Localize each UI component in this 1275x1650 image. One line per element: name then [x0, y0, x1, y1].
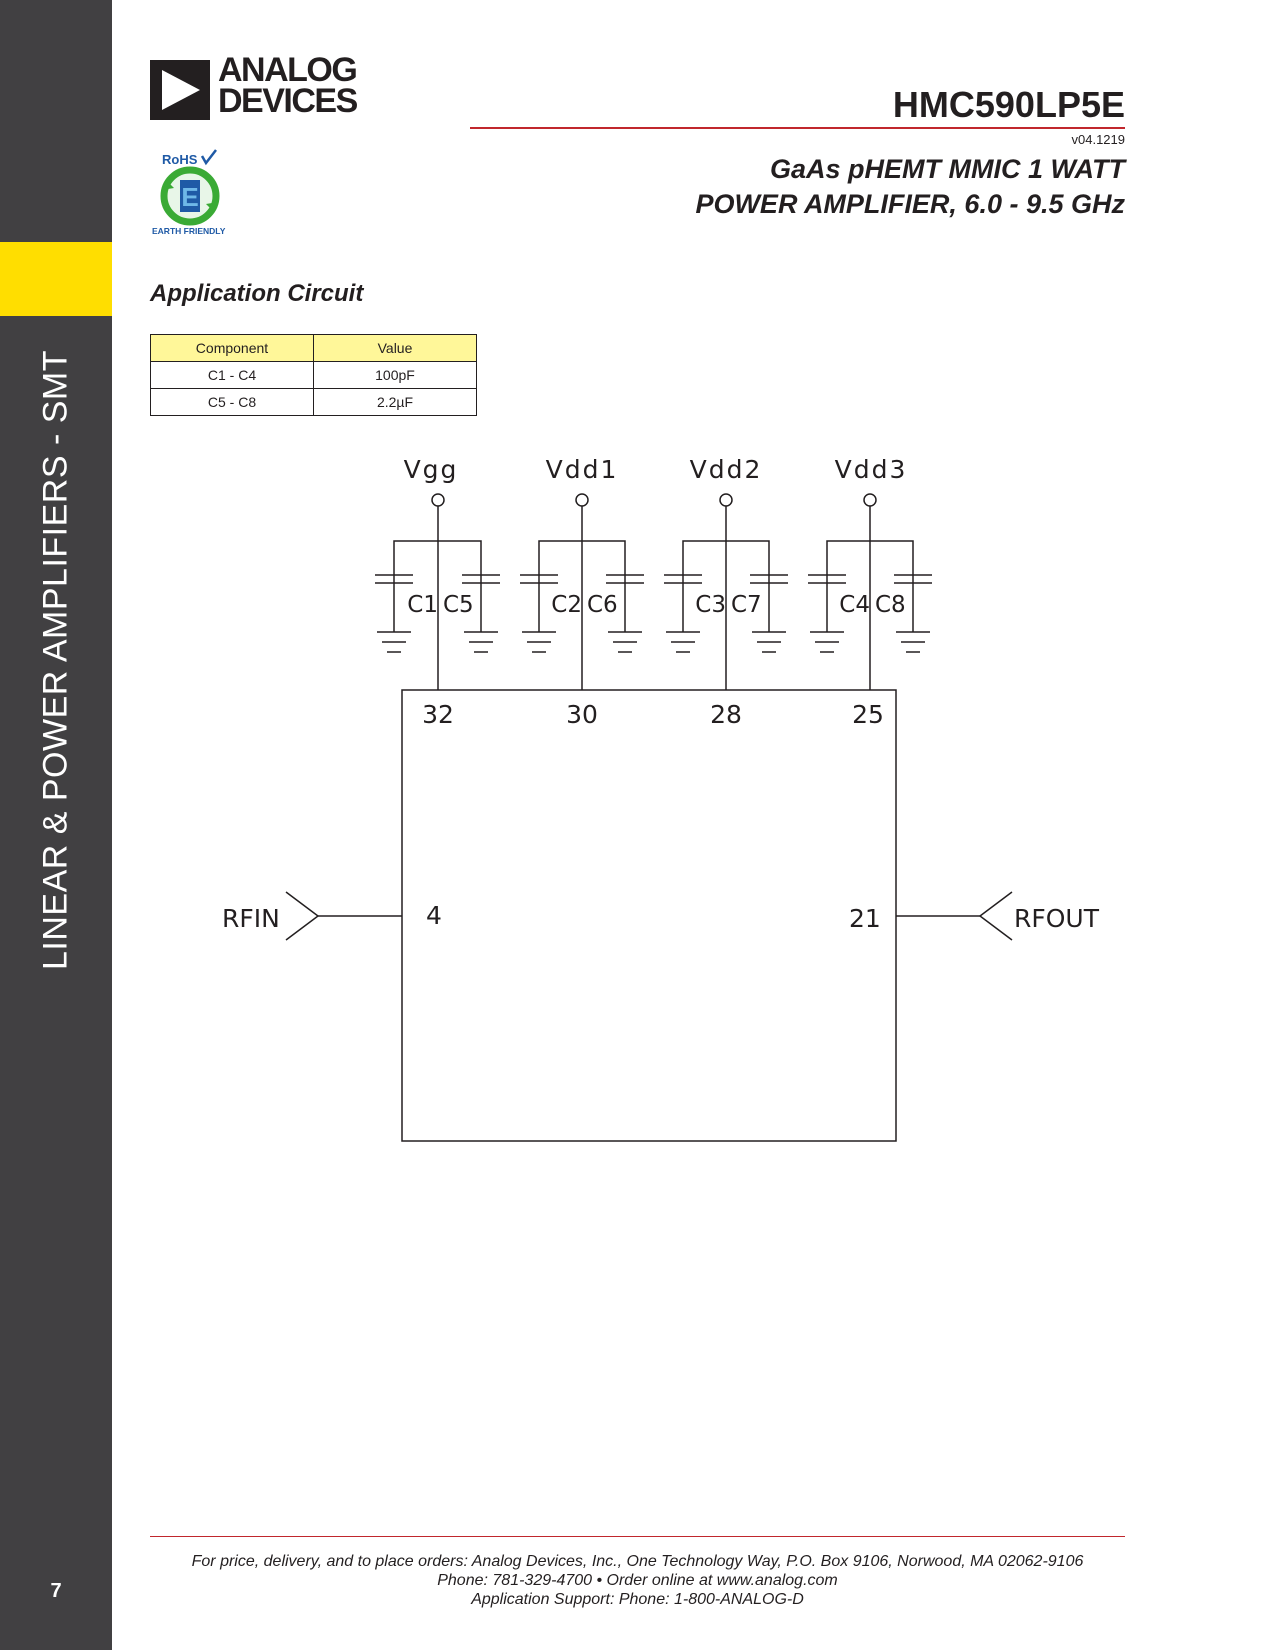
footer-divider — [150, 1536, 1125, 1537]
rohs-e-letter: E — [181, 182, 199, 212]
ground-icon — [896, 632, 930, 652]
rfout-label: RFOUT — [1014, 904, 1099, 933]
capacitor-label: C7 — [731, 592, 762, 618]
subtitle-line-2: POWER AMPLIFIER, 6.0 - 9.5 GHz — [695, 189, 1125, 219]
rfout-arrow-icon — [980, 892, 1012, 940]
pin-number: 30 — [566, 700, 598, 729]
table-cell: C1 - C4 — [151, 362, 314, 389]
footer-line-2: Phone: 781-329-4700 • Order online at www.analog.com — [437, 1572, 838, 1589]
rohs-label: RoHS — [162, 152, 198, 167]
sidebar-section-label: LINEAR & POWER AMPLIFIERS - SMT — [36, 349, 75, 971]
ground-icon — [608, 632, 642, 652]
amplifier-block — [402, 690, 896, 1141]
ground-icon — [810, 632, 844, 652]
supply-label: Vdd1 — [545, 455, 619, 484]
table-cell: 2.2µF — [314, 389, 477, 416]
supply-terminal-icon — [720, 494, 732, 506]
pin-number: 32 — [422, 700, 454, 729]
rfout-pin-number: 21 — [849, 904, 881, 933]
section-title: Application Circuit — [150, 280, 364, 307]
ground-icon — [464, 632, 498, 652]
table-header-cell: Component — [151, 335, 314, 362]
version-label: v04.1219 — [1071, 132, 1125, 147]
part-number: HMC590LP5E — [892, 84, 1125, 125]
rfin-label: RFIN — [222, 904, 280, 933]
capacitor-label: C3 — [695, 592, 726, 618]
pin-number: 28 — [710, 700, 742, 729]
capacitor-label: C2 — [551, 592, 582, 618]
rfin-arrow-icon — [286, 892, 318, 940]
rohs-caption: EARTH FRIENDLY — [152, 226, 226, 236]
page-number: 7 — [50, 1580, 62, 1602]
ground-icon — [522, 632, 556, 652]
ground-icon — [752, 632, 786, 652]
footer-line-3: Application Support: Phone: 1-800-ANALOG-D — [471, 1591, 804, 1608]
supply-net — [664, 455, 788, 729]
supply-net — [375, 455, 500, 729]
supply-net — [520, 455, 644, 729]
logo-line-2: DEVICES — [218, 82, 357, 120]
supply-net — [808, 455, 932, 729]
subtitle-line-1: GaAs pHEMT MMIC 1 WATT — [770, 154, 1125, 184]
capacitor-label: C1 — [407, 592, 438, 618]
supply-label: Vdd2 — [689, 455, 763, 484]
logo-line-1: ANALOG — [218, 51, 357, 89]
footer-line-1: For price, delivery, and to place orders: Analog Devices, Inc., One Technology Way, P.O. Box 9106, Norwood, MA 02062-9106 — [191, 1553, 1084, 1570]
supply-label: Vdd3 — [834, 455, 908, 484]
capacitor-label: C6 — [587, 592, 618, 618]
supply-terminal-icon — [864, 494, 876, 506]
footer — [150, 1552, 1125, 1609]
supply-label: Vgg — [403, 455, 459, 484]
pin-number: 25 — [852, 700, 884, 729]
rfin-pin-number: 4 — [426, 901, 442, 930]
ground-icon — [666, 632, 700, 652]
table-cell: 100pF — [314, 362, 477, 389]
supply-terminal-icon — [432, 494, 444, 506]
ground-icon — [377, 632, 411, 652]
capacitor-label: C5 — [443, 592, 474, 618]
table-header-cell: Value — [314, 335, 477, 362]
capacitor-label: C8 — [875, 592, 906, 618]
table-cell: C5 - C8 — [151, 389, 314, 416]
supply-terminal-icon — [576, 494, 588, 506]
capacitor-label: C4 — [839, 592, 870, 618]
